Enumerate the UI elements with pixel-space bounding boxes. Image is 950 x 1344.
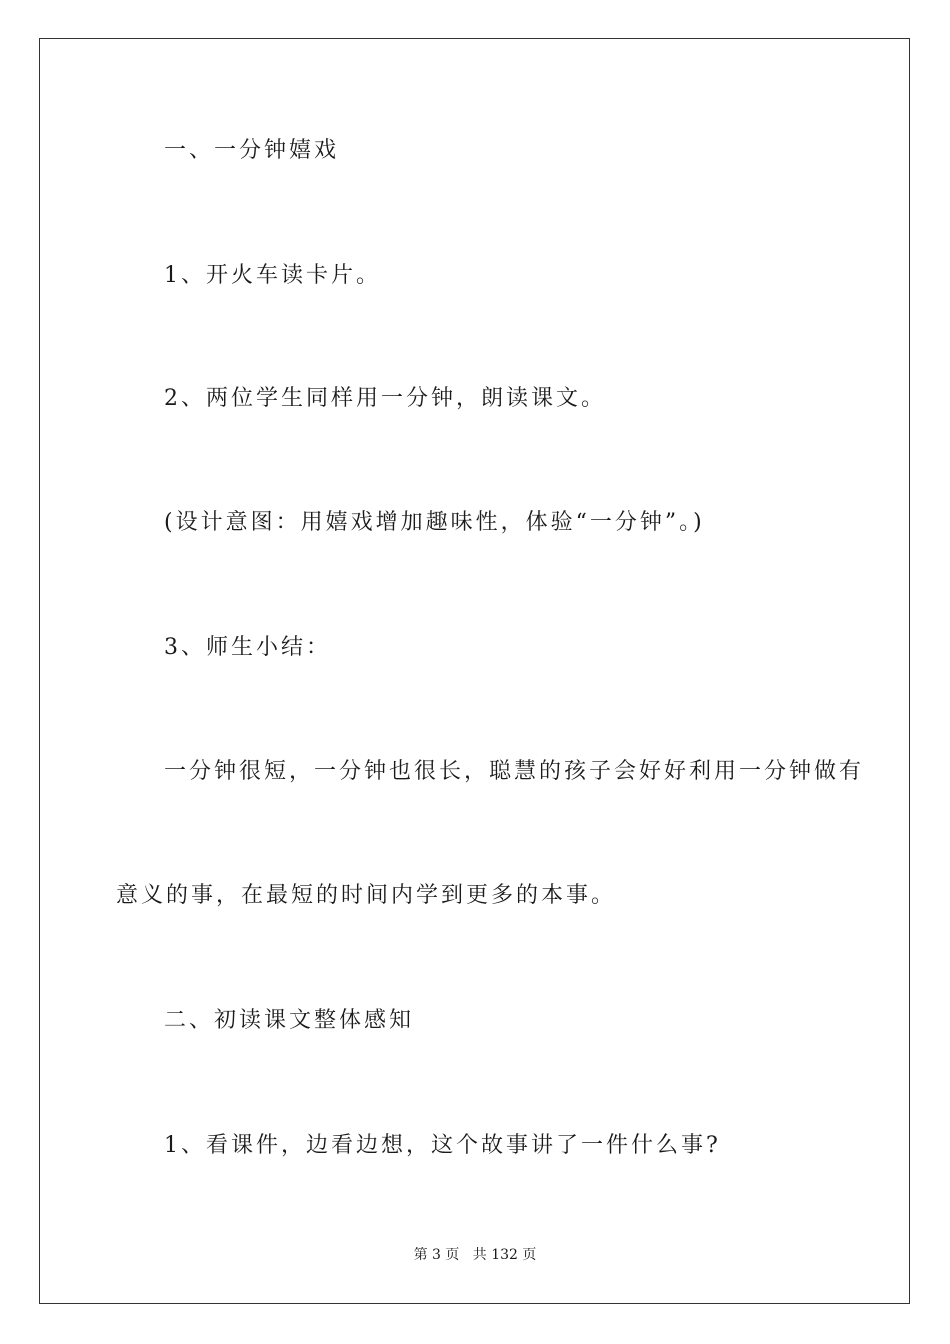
section-heading-first-reading: 二、初读课文整体感知 bbox=[164, 1008, 415, 1033]
page-border bbox=[39, 38, 910, 1304]
paragraph-line-1: 一分钟很短，一分钟也很长，聪慧的孩子会好好利用一分钟做有 bbox=[164, 759, 865, 784]
page-number: 第 3 页 bbox=[413, 1247, 460, 1263]
design-intent-note: (设计意图：用嬉戏增加趣味性，体验“一分钟”。) bbox=[164, 510, 705, 535]
paragraph-line-2: 意义的事，在最短的时间内学到更多的本事。 bbox=[116, 883, 617, 908]
page-total: 共 132 页 bbox=[472, 1247, 537, 1263]
list-item-two-students-read: 2、两位学生同样用一分钟，朗读课文。 bbox=[164, 386, 606, 411]
list-item-summary: 3、师生小结： bbox=[164, 635, 331, 660]
list-item-watch-courseware: 1、看课件，边看边想，这个故事讲了一件什么事? bbox=[164, 1133, 721, 1158]
list-item-train-reading-cards: 1、开火车读卡片。 bbox=[164, 263, 381, 288]
section-heading-one-minute-game: 一、一分钟嬉戏 bbox=[164, 138, 340, 163]
page-footer bbox=[0, 1245, 950, 1265]
